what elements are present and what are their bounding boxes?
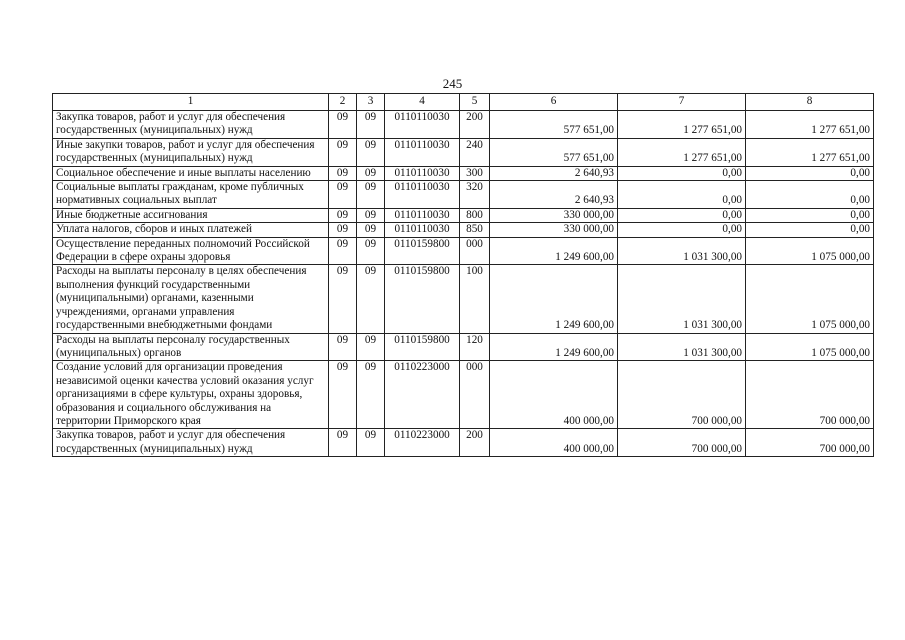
subsection-code-cell: 09	[357, 429, 385, 457]
table-row	[53, 181, 874, 209]
amount-col8-cell: 0,00	[746, 181, 874, 209]
section-code-cell: 09	[329, 111, 357, 139]
amount-col8-cell: 1 075 000,00	[746, 333, 874, 361]
row-name-cell: Закупка товаров, работ и услуг для обеспечения государственных (муниципальных) нужд	[53, 429, 329, 457]
target-article-cell: 0110110030	[385, 208, 460, 222]
subsection-code-cell: 09	[357, 361, 385, 429]
target-article-cell: 0110159800	[385, 265, 460, 333]
row-name-cell: Расходы на выплаты персоналу государственных (муниципальных) органов	[53, 333, 329, 361]
section-code-cell: 09	[329, 237, 357, 265]
amount-col7-cell: 0,00	[618, 223, 746, 237]
amount-col6-cell: 330 000,00	[490, 223, 618, 237]
section-code-cell: 09	[329, 265, 357, 333]
row-name-cell: Уплата налогов, сборов и иных платежей	[53, 223, 329, 237]
expense-type-cell: 800	[460, 208, 490, 222]
row-name-cell: Расходы на выплаты персоналу в целях обеспечения выполнения функций государственными (муниципальными) органами, казенными учреждениями, органами управления государственными внебюджетными фондами	[53, 265, 329, 333]
column-header: 1	[53, 94, 329, 111]
row-name-cell: Осуществление переданных полномочий Российской Федерации в сфере охраны здоровья	[53, 237, 329, 265]
header-row	[53, 94, 874, 111]
target-article-cell: 0110223000	[385, 429, 460, 457]
expense-type-cell: 000	[460, 237, 490, 265]
expense-type-cell: 000	[460, 361, 490, 429]
amount-col7-cell: 1 277 651,00	[618, 138, 746, 166]
amount-col8-cell: 0,00	[746, 166, 874, 180]
amount-col8-cell: 1 075 000,00	[746, 237, 874, 265]
amount-col7-cell: 1 031 300,00	[618, 265, 746, 333]
subsection-code-cell: 09	[357, 111, 385, 139]
expense-type-cell: 100	[460, 265, 490, 333]
subsection-code-cell: 09	[357, 223, 385, 237]
budget-table	[52, 93, 874, 457]
row-name-cell: Социальные выплаты гражданам, кроме публичных нормативных социальных выплат	[53, 181, 329, 209]
column-header: 2	[329, 94, 357, 111]
amount-col6-cell: 577 651,00	[490, 138, 618, 166]
section-code-cell: 09	[329, 181, 357, 209]
target-article-cell: 0110159800	[385, 333, 460, 361]
amount-col6-cell: 400 000,00	[490, 429, 618, 457]
amount-col6-cell: 1 249 600,00	[490, 265, 618, 333]
expense-type-cell: 240	[460, 138, 490, 166]
expense-type-cell: 850	[460, 223, 490, 237]
table-row	[53, 361, 874, 429]
amount-col8-cell: 0,00	[746, 208, 874, 222]
section-code-cell: 09	[329, 166, 357, 180]
column-header: 6	[490, 94, 618, 111]
table-row	[53, 166, 874, 180]
subsection-code-cell: 09	[357, 166, 385, 180]
table-row	[53, 208, 874, 222]
table-row	[53, 138, 874, 166]
row-name-cell: Иные закупки товаров, работ и услуг для обеспечения государственных (муниципальных) нужд	[53, 138, 329, 166]
amount-col8-cell: 700 000,00	[746, 429, 874, 457]
target-article-cell: 0110159800	[385, 237, 460, 265]
column-header: 4	[385, 94, 460, 111]
amount-col7-cell: 0,00	[618, 208, 746, 222]
page-number: 245	[442, 76, 463, 91]
section-code-cell: 09	[329, 429, 357, 457]
column-header: 5	[460, 94, 490, 111]
column-header: 7	[618, 94, 746, 111]
amount-col7-cell: 1 277 651,00	[618, 111, 746, 139]
amount-col6-cell: 2 640,93	[490, 181, 618, 209]
amount-col7-cell: 1 031 300,00	[618, 333, 746, 361]
target-article-cell: 0110110030	[385, 181, 460, 209]
table-row	[53, 429, 874, 457]
subsection-code-cell: 09	[357, 333, 385, 361]
row-name-cell: Социальное обеспечение и иные выплаты населению	[53, 166, 329, 180]
amount-col7-cell: 1 031 300,00	[618, 237, 746, 265]
target-article-cell: 0110110030	[385, 111, 460, 139]
amount-col6-cell: 400 000,00	[490, 361, 618, 429]
amount-col8-cell: 1 075 000,00	[746, 265, 874, 333]
section-code-cell: 09	[329, 208, 357, 222]
column-header: 3	[357, 94, 385, 111]
column-header: 8	[746, 94, 874, 111]
section-code-cell: 09	[329, 361, 357, 429]
amount-col6-cell: 330 000,00	[490, 208, 618, 222]
subsection-code-cell: 09	[357, 138, 385, 166]
amount-col8-cell: 700 000,00	[746, 361, 874, 429]
amount-col7-cell: 700 000,00	[618, 429, 746, 457]
target-article-cell: 0110110030	[385, 223, 460, 237]
row-name-cell: Закупка товаров, работ и услуг для обеспечения государственных (муниципальных) нужд	[53, 111, 329, 139]
expense-type-cell: 300	[460, 166, 490, 180]
target-article-cell: 0110110030	[385, 138, 460, 166]
expense-type-cell: 200	[460, 111, 490, 139]
table-row	[53, 333, 874, 361]
table-row	[53, 223, 874, 237]
amount-col8-cell: 1 277 651,00	[746, 111, 874, 139]
row-name-cell: Иные бюджетные ассигнования	[53, 208, 329, 222]
table-row	[53, 111, 874, 139]
amount-col6-cell: 1 249 600,00	[490, 237, 618, 265]
target-article-cell: 0110223000	[385, 361, 460, 429]
amount-col6-cell: 577 651,00	[490, 111, 618, 139]
amount-col7-cell: 0,00	[618, 181, 746, 209]
section-code-cell: 09	[329, 138, 357, 166]
subsection-code-cell: 09	[357, 208, 385, 222]
subsection-code-cell: 09	[357, 265, 385, 333]
amount-col6-cell: 1 249 600,00	[490, 333, 618, 361]
subsection-code-cell: 09	[357, 237, 385, 265]
section-code-cell: 09	[329, 333, 357, 361]
amount-col7-cell: 700 000,00	[618, 361, 746, 429]
row-name-cell: Создание условий для организации проведения независимой оценки качества условий оказания услуг организациями в сфере культуры, охраны здоровья, образования и социального обслуживания на территории Приморского края	[53, 361, 329, 429]
table-row	[53, 265, 874, 333]
target-article-cell: 0110110030	[385, 166, 460, 180]
expense-type-cell: 200	[460, 429, 490, 457]
amount-col6-cell: 2 640,93	[490, 166, 618, 180]
section-code-cell: 09	[329, 223, 357, 237]
table-row	[53, 237, 874, 265]
amount-col8-cell: 1 277 651,00	[746, 138, 874, 166]
subsection-code-cell: 09	[357, 181, 385, 209]
amount-col7-cell: 0,00	[618, 166, 746, 180]
expense-type-cell: 120	[460, 333, 490, 361]
amount-col8-cell: 0,00	[746, 223, 874, 237]
expense-type-cell: 320	[460, 181, 490, 209]
